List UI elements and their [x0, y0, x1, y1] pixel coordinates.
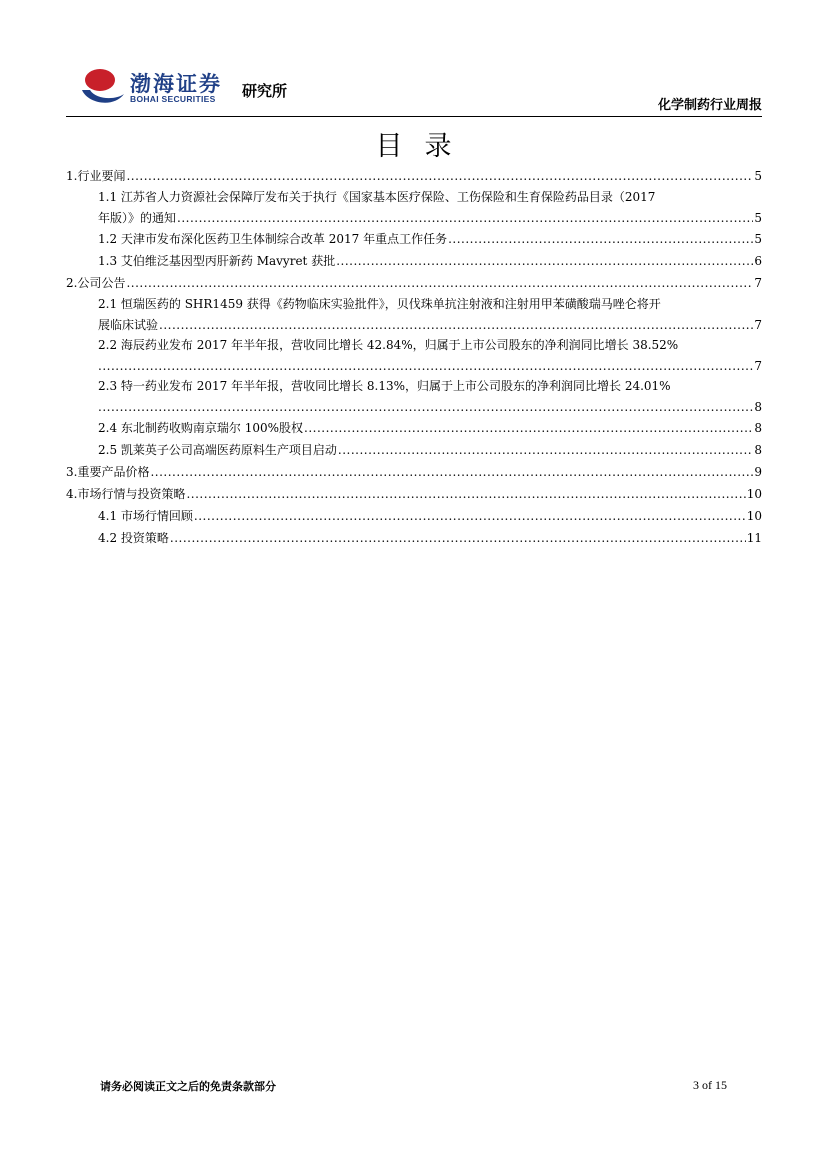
- dot-leader: [126, 272, 753, 294]
- dot-leader: [304, 417, 753, 439]
- toc-page-number: 5: [754, 211, 762, 225]
- page-indicator: 3 of 15: [693, 1078, 727, 1092]
- table-of-contents: [66, 165, 762, 549]
- toc-entry[interactable]: [66, 272, 762, 294]
- toc-entry-text: 2.5 凯莱英子公司高端医药原料生产项目启动: [98, 443, 337, 457]
- toc-title: 目录: [375, 131, 474, 162]
- dot-leader: [98, 397, 753, 417]
- header-divider: [66, 116, 762, 117]
- toc-page-number: 7: [754, 359, 762, 373]
- toc-entry[interactable]: [66, 505, 762, 527]
- toc-entry[interactable]: [66, 483, 762, 505]
- toc-page-number: 7: [754, 276, 762, 290]
- dot-leader: [126, 165, 753, 187]
- toc-page-number: 6: [754, 254, 762, 268]
- toc-entry[interactable]: [66, 527, 762, 549]
- bohai-logo-mark-icon: [78, 64, 126, 108]
- report-type-label: 化学制药行业周报: [657, 98, 762, 113]
- bohai-securities-logo: [78, 64, 318, 108]
- toc-entry[interactable]: [66, 228, 762, 250]
- toc-entry-text: 2.4 东北制药收购南京瑞尔 100%股权: [98, 421, 304, 435]
- logo-english-name: BOHAI SECURITIES: [130, 94, 216, 104]
- dot-leader: [177, 208, 753, 228]
- toc-entry[interactable]: [66, 376, 762, 417]
- disclaimer-note: 请务必阅读正文之后的免责条款部分: [100, 1080, 276, 1093]
- toc-entry-text: 4.2 投资策略: [98, 531, 169, 545]
- toc-page-number: 8: [754, 443, 762, 457]
- toc-entry-text-line1: 1.1 江苏省人力资源社会保障厅发布关于执行《国家基本医疗保险、工伤保险和生育保险药品目录（2017: [98, 190, 656, 204]
- toc-entry[interactable]: [66, 187, 762, 228]
- toc-page-number: 11: [746, 531, 762, 545]
- report-header: [66, 60, 762, 116]
- toc-entry[interactable]: [66, 461, 762, 483]
- toc-entry-text: 3.重要产品价格: [66, 465, 150, 479]
- toc-page-number: 8: [754, 421, 762, 435]
- toc-page-number: 7: [754, 318, 762, 332]
- dot-leader: [194, 505, 746, 527]
- toc-entry-text: 1.3 艾伯维泛基因型丙肝新药 Mavyret 获批: [98, 254, 336, 268]
- toc-entry[interactable]: [66, 335, 762, 376]
- toc-entry[interactable]: [66, 165, 762, 187]
- dot-leader: [150, 461, 753, 483]
- logo-chinese-name: 渤海证券: [130, 72, 222, 96]
- toc-page-number: 5: [754, 169, 762, 183]
- dot-leader: [186, 483, 745, 505]
- toc-entry-text-line1: 2.2 海辰药业发布 2017 年半年报，营收同比增长 42.84%，归属于上市公司股东的净利润同比增长 38.52%: [98, 338, 679, 352]
- logo-institute-label: 研究所: [242, 82, 288, 100]
- toc-page-number: 10: [746, 509, 762, 523]
- toc-entry-text-line1: 2.1 恒瑞医药的 SHR1459 获得《药物临床实验批件》，贝伐珠单抗注射液和注射用甲苯磺酸瑞马唑仑将开: [98, 297, 661, 311]
- toc-entry[interactable]: [66, 294, 762, 335]
- dot-leader: [159, 315, 753, 335]
- toc-entry[interactable]: [66, 439, 762, 461]
- dot-leader: [448, 228, 753, 250]
- dot-leader: [98, 356, 753, 376]
- toc-page-number: 5: [754, 232, 762, 246]
- toc-entry-text-line1: 2.3 特一药业发布 2017 年半年报，营收同比增长 8.13%，归属于上市公司股东的净利润同比增长 24.01%: [98, 379, 671, 393]
- toc-entry[interactable]: [66, 250, 762, 272]
- toc-entry[interactable]: [66, 417, 762, 439]
- toc-entry-text: 展临床试验: [98, 318, 159, 332]
- toc-entry-text: 1.行业要闻: [66, 169, 126, 183]
- toc-entry-text: 4.1 市场行情回顾: [98, 509, 193, 523]
- toc-entry-text: 2.公司公告: [66, 276, 126, 290]
- dot-leader: [170, 527, 746, 549]
- toc-entry-text: 年版）》的通知: [98, 211, 177, 225]
- dot-leader: [338, 439, 753, 461]
- dot-leader: [336, 250, 753, 272]
- toc-entry-text: 1.2 天津市发布深化医药卫生体制综合改革 2017 年重点工作任务: [98, 232, 448, 246]
- toc-page-number: 8: [754, 400, 762, 414]
- toc-page-number: 10: [746, 487, 762, 501]
- toc-entry-text: 4.市场行情与投资策略: [66, 487, 186, 501]
- toc-page-number: 9: [754, 465, 762, 479]
